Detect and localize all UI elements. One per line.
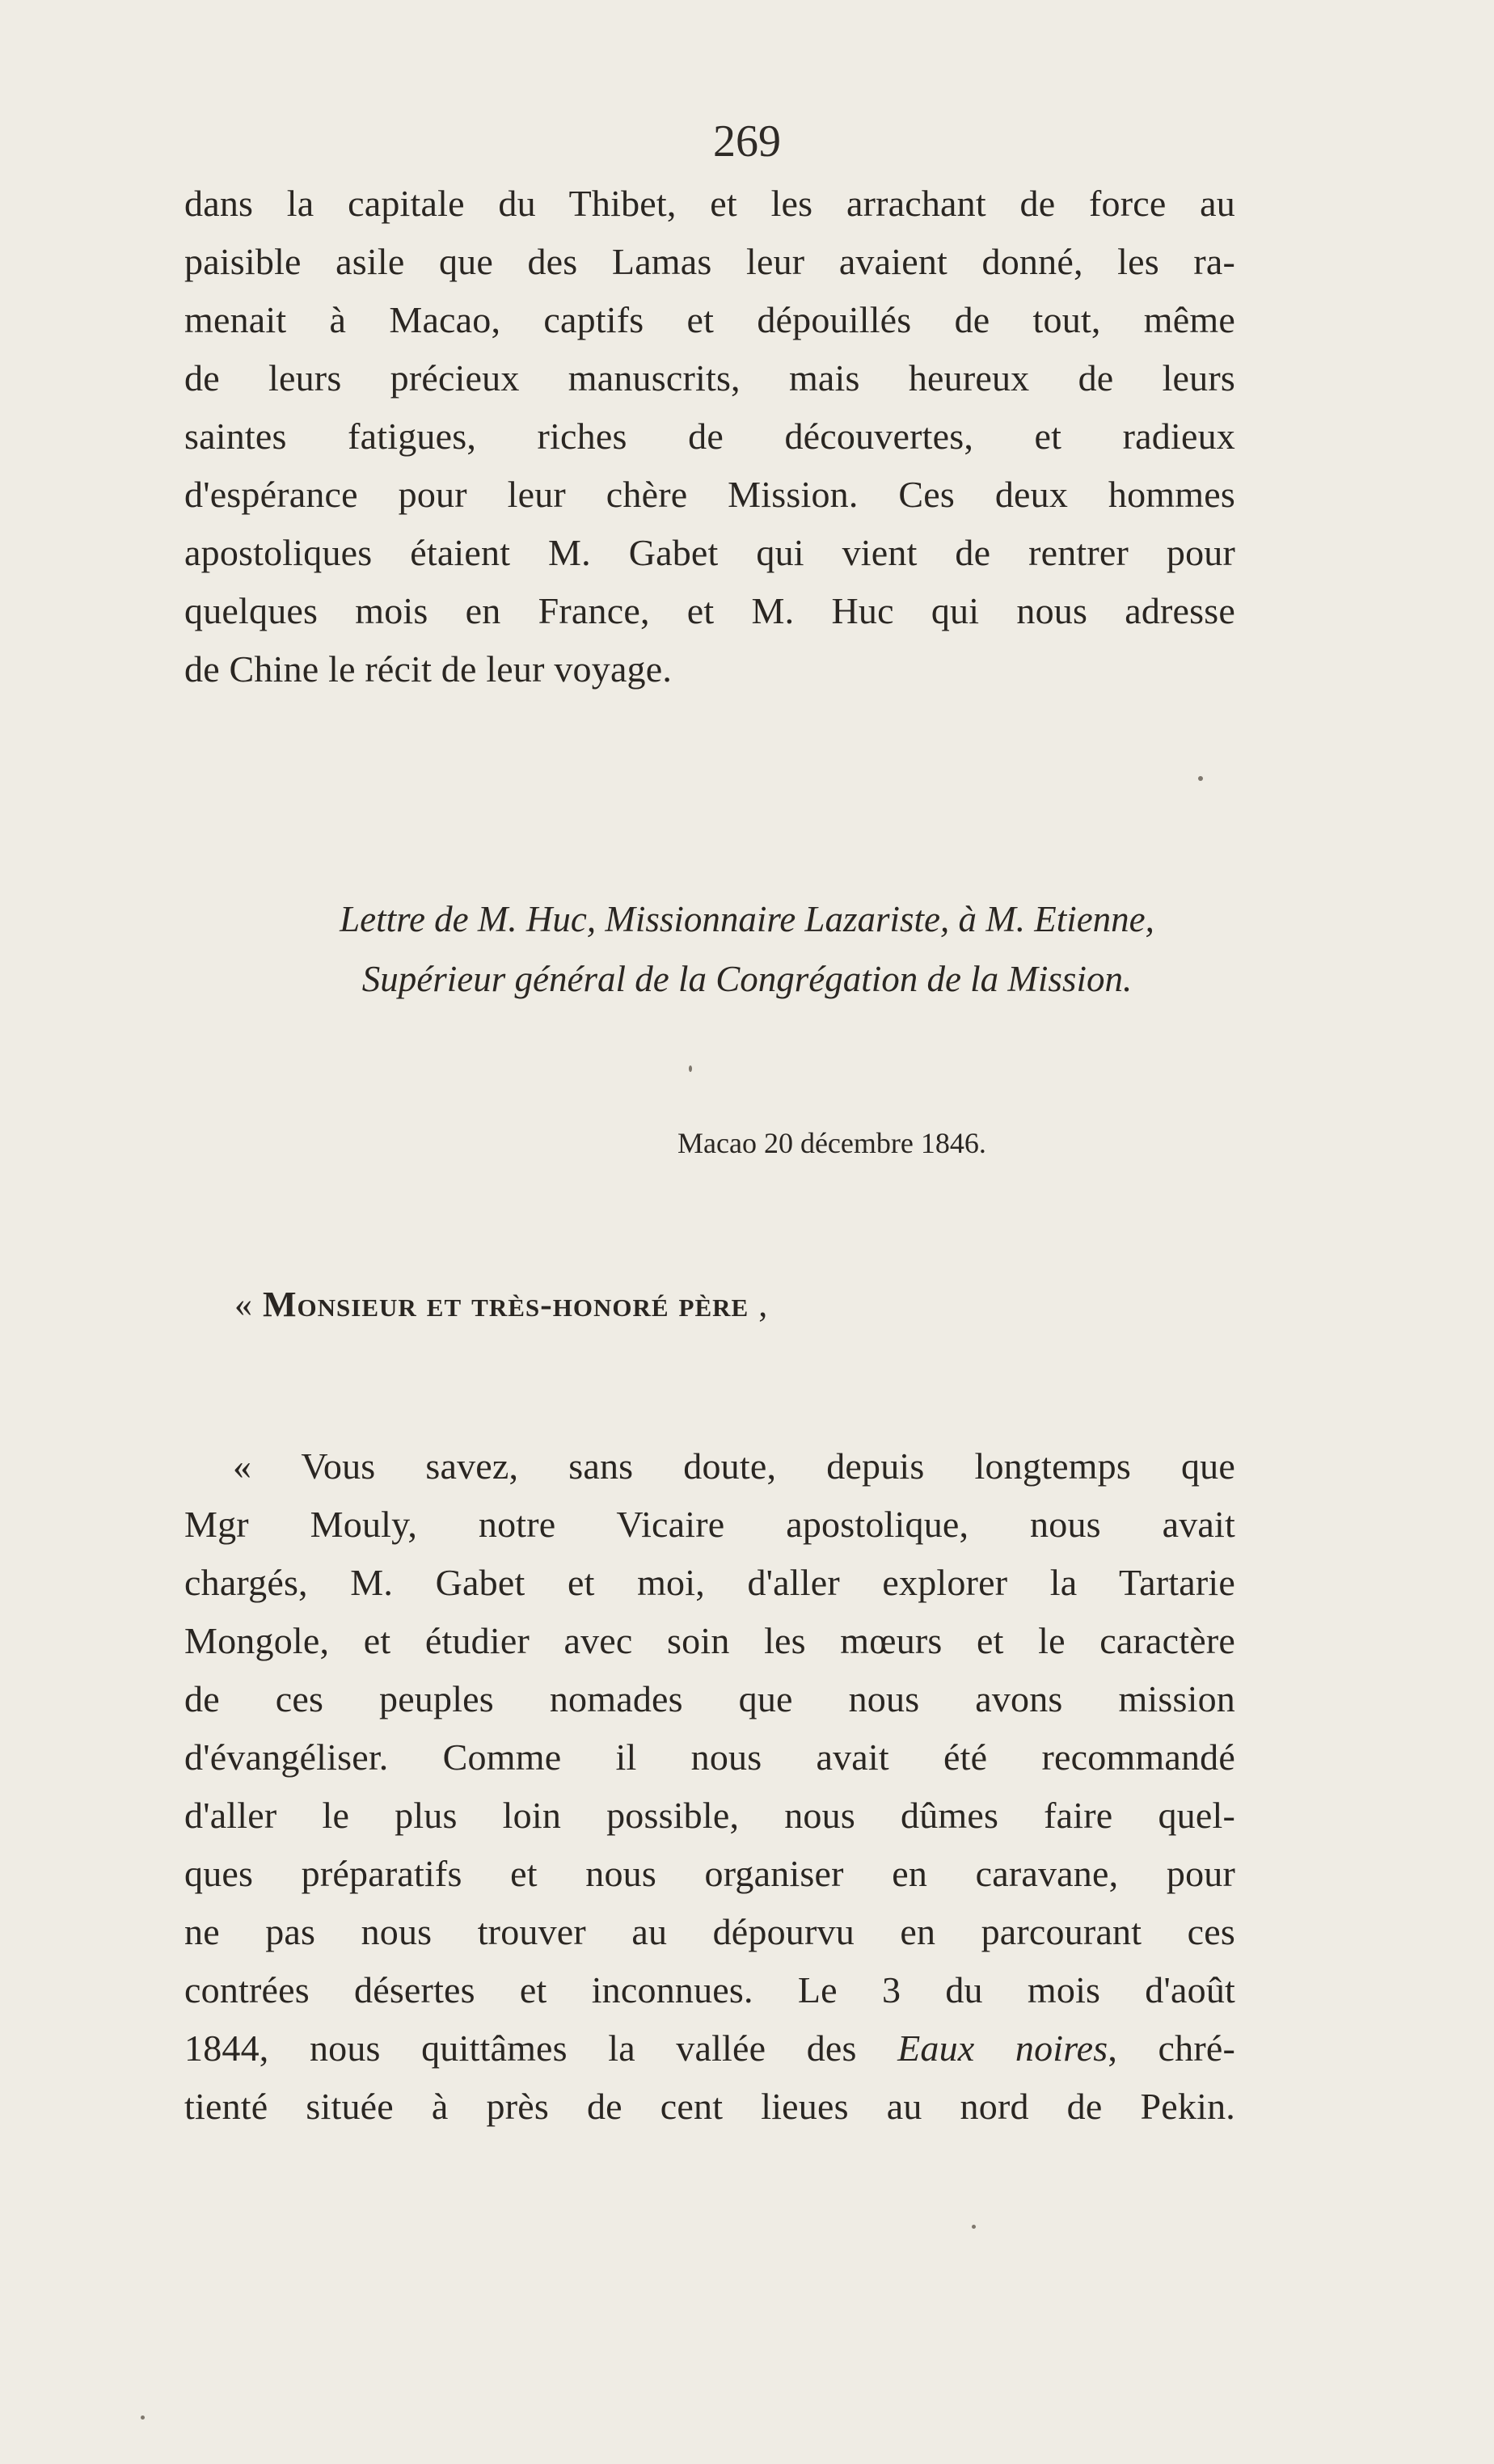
text-line: saintes fatigues, riches de découvertes, et radieux [184,416,1235,457]
text-line: apostoliques étaient M. Gabet qui vient de rentrer pour [184,532,1235,573]
salutation [234,1279,768,1331]
paper-speck [972,2225,976,2229]
letter-title-line: Supérieur général de la Congrégation de la Mission. [361,959,1133,999]
text-line: menait à Macao, captifs et dépouillés de tout, même [184,299,1235,340]
text-line: ne pas nous trouver au dépourvu en parcourant ces [184,1911,1235,1952]
text-line: Mgr Mouly, notre Vicaire apostolique, nous avait [184,1504,1235,1545]
text-line: quelques mois en France, et M. Huc qui nous adresse [184,590,1235,631]
paragraph-intro [184,175,1235,698]
letter-title-line: Lettre de M. Huc, Missionnaire Lazariste, à M. Etienne, [340,899,1154,939]
salutation-text: Monsieur et très-honoré père [263,1285,749,1324]
text-line: 1844, nous quittâmes la vallée des Eaux noires, chré- [184,2027,1235,2069]
paragraph-letter-body [184,1437,1235,2136]
salutation-suffix: , [749,1285,769,1324]
text-line: de ces peuples nomades que nous avons mission [184,1678,1235,1719]
text-line: dans la capitale du Thibet, et les arrachant de force au [184,183,1235,224]
text-line: d'espérance pour leur chère Mission. Ces deux hommes [184,474,1235,515]
text-line: Mongole, et étudier avec soin les mœurs et le caractère [184,1620,1235,1661]
salutation-prefix: « [234,1285,263,1324]
letter-title [0,889,1494,1009]
text-line: contrées désertes et inconnues. Le 3 du mois d'août [184,1969,1235,2010]
letter-date: Macao 20 décembre 1846. [677,1127,986,1159]
emphasis-text: Eaux noires [897,2027,1108,2069]
text-line: ques préparatifs et nous organiser en caravane, pour [184,1853,1235,1894]
text-line: « Vous savez, sans doute, depuis longtemps que [233,1445,1235,1487]
page-number: 269 [713,116,781,167]
text-line: chargés, M. Gabet et moi, d'aller explorer la Tartarie [184,1562,1235,1603]
text-line: tienté située à près de cent lieues au nord de Pekin. [184,2086,1235,2127]
text-line: d'évangéliser. Comme il nous avait été recommandé [184,1736,1235,1778]
text-line: d'aller le plus loin possible, nous dûmes faire quel- [184,1795,1235,1836]
paper-speck [141,2415,145,2420]
text-line: de leurs précieux manuscrits, mais heureux de leurs [184,357,1235,399]
paper-speck [689,1065,692,1072]
paper-speck [1198,776,1203,781]
text-line: de Chine le récit de leur voyage. [184,648,673,690]
text-line: paisible asile que des Lamas leur avaient donné, les ra- [184,241,1235,282]
